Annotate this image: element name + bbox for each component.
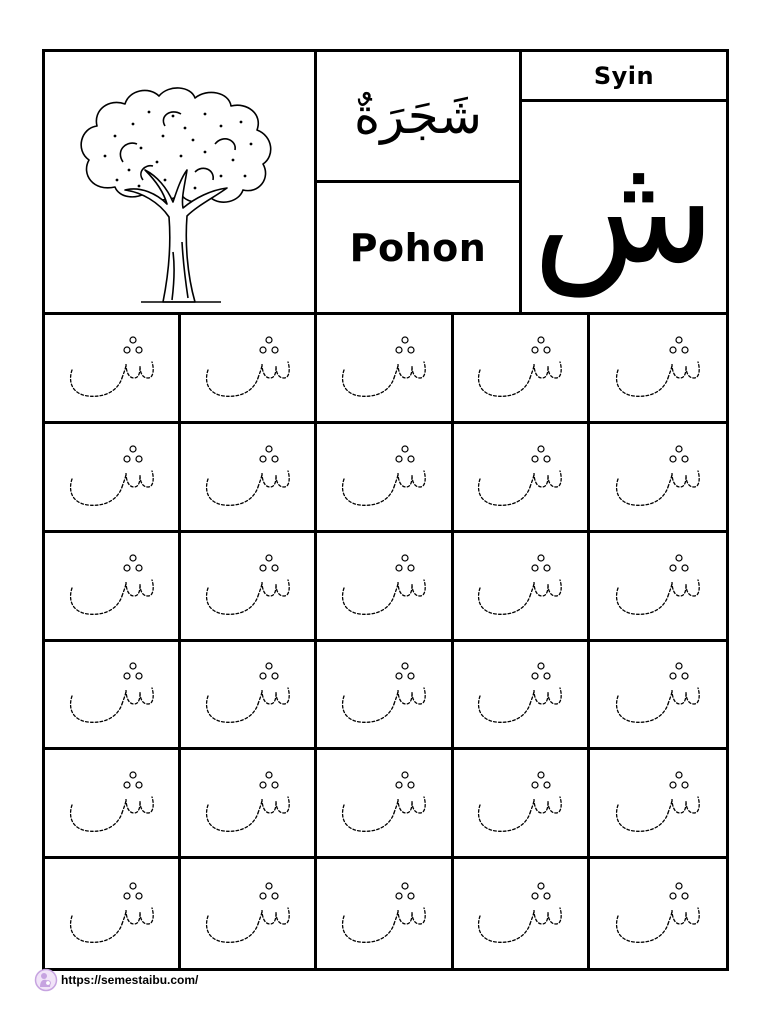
dotted-letter-icon: [66, 441, 158, 513]
tracing-cell: [590, 642, 726, 751]
tracing-cell: [317, 642, 453, 751]
tracing-cell: [45, 642, 181, 751]
tracing-cell: [590, 533, 726, 642]
tracing-cell: [45, 750, 181, 859]
dotted-letter-icon: [66, 767, 158, 839]
tracing-cell: [590, 315, 726, 424]
tracing-cell: [181, 424, 317, 533]
dotted-letter-icon: [474, 441, 566, 513]
dotted-letter-icon: [202, 550, 294, 622]
dotted-letter-icon: [202, 658, 294, 730]
tracing-grid: [42, 315, 729, 971]
tracing-cell: [454, 315, 590, 424]
tracing-cell: [590, 750, 726, 859]
tracing-cell: [454, 750, 590, 859]
arabic-word: شَجَرَةٌ: [354, 87, 482, 145]
dotted-letter-icon: [338, 550, 430, 622]
arabic-word-cell: [317, 52, 522, 183]
dotted-letter-icon: [66, 550, 158, 622]
tracing-cell: [45, 859, 181, 968]
letter-name: Syin: [593, 61, 655, 90]
tracing-cell: [317, 315, 453, 424]
tracing-cell: [454, 642, 590, 751]
dotted-letter-icon: [202, 332, 294, 404]
dotted-letter-icon: [612, 767, 704, 839]
tracing-cell: [317, 859, 453, 968]
dotted-letter-icon: [612, 550, 704, 622]
tracing-cell: [590, 859, 726, 968]
dotted-letter-icon: [474, 550, 566, 622]
dotted-letter-icon: [612, 332, 704, 404]
tracing-cell: [181, 750, 317, 859]
tracing-cell: [45, 533, 181, 642]
worksheet-header: [42, 49, 729, 315]
tracing-cell: [181, 642, 317, 751]
tracing-cell: [454, 424, 590, 533]
dotted-letter-icon: [66, 878, 158, 950]
dotted-letter-icon: [338, 441, 430, 513]
tracing-cell: [454, 859, 590, 968]
dotted-letter-icon: [338, 332, 430, 404]
tracing-cell: [45, 315, 181, 424]
picture-cell: [45, 52, 317, 312]
tracing-cell: [317, 424, 453, 533]
meaning-cell: [317, 183, 522, 312]
dotted-letter-icon: [612, 441, 704, 513]
dotted-letter-icon: [612, 658, 704, 730]
dotted-letter-icon: [66, 658, 158, 730]
tracing-cell: [45, 424, 181, 533]
dotted-letter-icon: [338, 878, 430, 950]
tracing-cell: [181, 533, 317, 642]
dotted-letter-icon: [612, 878, 704, 950]
dotted-letter-icon: [338, 658, 430, 730]
word-meaning: Pohon: [349, 225, 487, 270]
worksheet: [42, 49, 729, 971]
tracing-cell: [317, 533, 453, 642]
dotted-letter-icon: [474, 658, 566, 730]
dotted-letter-icon: [66, 332, 158, 404]
tracing-cell: [181, 859, 317, 968]
tracing-cell: [590, 424, 726, 533]
dotted-letter-icon: [474, 878, 566, 950]
dotted-letter-icon: [338, 767, 430, 839]
letter-name-cell: [522, 52, 726, 102]
dotted-letter-icon: [202, 441, 294, 513]
tracing-cell: [181, 315, 317, 424]
big-letter-cell: [522, 102, 726, 312]
dotted-letter-icon: [202, 878, 294, 950]
big-letter: ش: [532, 123, 716, 297]
semestaibu-logo-icon: [34, 968, 58, 992]
footer: [34, 967, 198, 993]
dotted-letter-icon: [474, 332, 566, 404]
dotted-letter-icon: [474, 767, 566, 839]
tracing-cell: [317, 750, 453, 859]
tracing-cell: [454, 533, 590, 642]
dotted-letter-icon: [202, 767, 294, 839]
tree-icon: [45, 52, 317, 312]
website-url: https://semestaibu.com/: [61, 973, 199, 987]
